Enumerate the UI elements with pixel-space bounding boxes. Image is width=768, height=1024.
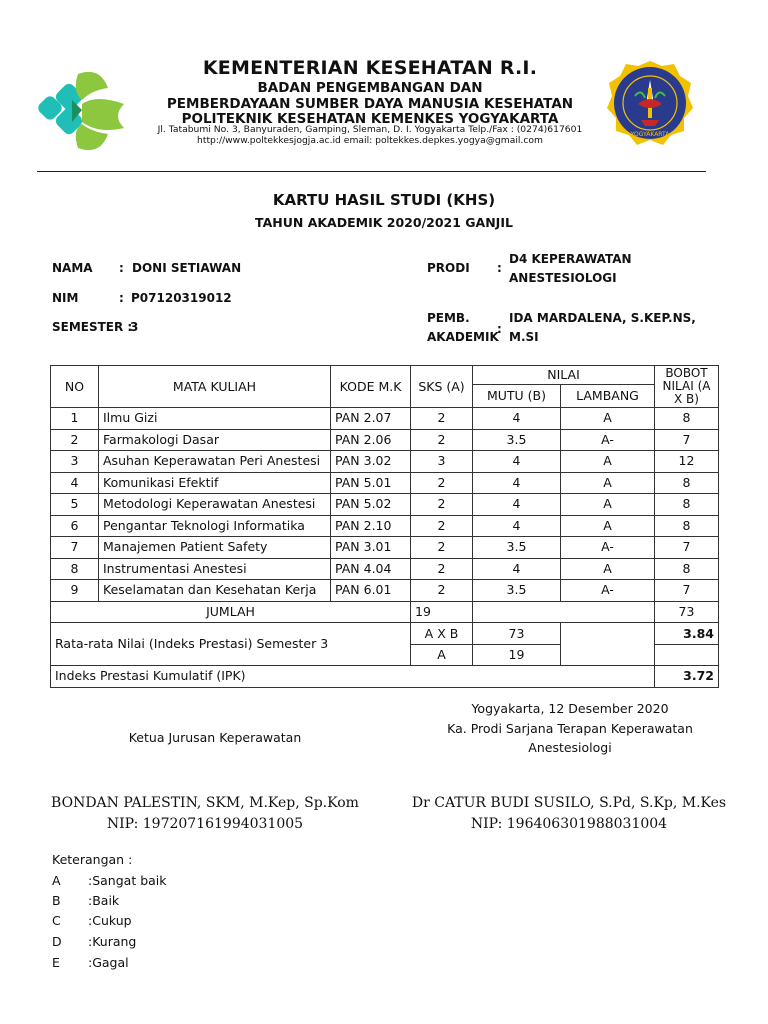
ministry-name: KEMENTERIAN KESEHATAN R.I. (202, 57, 538, 79)
cell-sks: 2 (411, 558, 473, 580)
header-mata-kuliah: MATA KULIAH (99, 366, 331, 408)
jumlah-label: JUMLAH (51, 601, 411, 623)
cell-bobot: 8 (655, 494, 719, 516)
academic-year: TAHUN AKADEMIK 2020/2021 GANJIL (255, 215, 513, 230)
legend-desc: :Gagal (88, 955, 129, 970)
legend-grade: E (52, 955, 60, 970)
cell-lambang: A (561, 408, 655, 430)
legend-grade: A (52, 873, 61, 888)
cell-bobot: 7 (655, 580, 719, 602)
cell-bobot: 8 (655, 408, 719, 430)
cell-bobot: 8 (655, 515, 719, 537)
document-title: KARTU HASIL STUDI (KHS) (272, 191, 496, 209)
legend-desc: :Sangat baik (88, 873, 167, 888)
cell-no: 6 (51, 515, 99, 537)
cell-kode: PAN 2.07 (331, 408, 411, 430)
cell-kode: PAN 3.01 (331, 537, 411, 559)
cell-sks: 2 (411, 515, 473, 537)
ipk-value: 3.72 (655, 666, 719, 688)
left-signer-name: BONDAN PALESTIN, SKM, M.Kep, Sp.Kom (51, 795, 359, 811)
prodi-label: PRODI (427, 261, 470, 275)
left-signer-nip: NIP: 197207161994031005 (106, 816, 304, 832)
a-label: A (411, 644, 473, 666)
cell-no: 2 (51, 429, 99, 451)
header-bobot: BOBOT NILAI (A X B) (655, 366, 719, 408)
letterhead-divider (37, 171, 706, 172)
cell-mata-kuliah: Pengantar Teknologi Informatika (99, 515, 331, 537)
agency-line-1: BADAN PENGEMBANGAN DAN (257, 80, 483, 96)
place-date: Yogyakarta, 12 Desember 2020 (471, 701, 669, 716)
poltekkes-seal (605, 58, 695, 148)
header-nilai: NILAI (473, 366, 655, 385)
pemb-value-line-2: M.SI (509, 330, 539, 344)
cell-mata-kuliah: Metodologi Keperawatan Anestesi (99, 494, 331, 516)
jumlah-bobot: 73 (655, 601, 719, 623)
axb-label: A X B (411, 623, 473, 645)
ip-label: Rata-rata Nilai (Indeks Prestasi) Semester 3 (51, 623, 411, 666)
ip-empty-2 (655, 644, 719, 666)
cell-mata-kuliah: Keselamatan dan Kesehatan Kerja (99, 580, 331, 602)
grades-table (50, 365, 719, 688)
legend-title: Keterangan : (52, 852, 133, 867)
cell-lambang: A (561, 472, 655, 494)
table-row (51, 408, 719, 430)
axb-value: 73 (473, 623, 561, 645)
legend-grade: B (52, 893, 61, 908)
cell-bobot: 8 (655, 558, 719, 580)
nim-colon: : (119, 291, 124, 305)
cell-kode: PAN 4.04 (331, 558, 411, 580)
legend-grade: C (52, 913, 61, 928)
cell-sks: 2 (411, 537, 473, 559)
cell-mutu: 4 (473, 408, 561, 430)
cell-bobot: 12 (655, 451, 719, 473)
cell-bobot: 8 (655, 472, 719, 494)
cell-no: 9 (51, 580, 99, 602)
kemenkes-logo (38, 64, 130, 156)
cell-sks: 2 (411, 408, 473, 430)
ip-row (51, 623, 719, 645)
header-mutu: MUTU (B) (473, 385, 561, 408)
cell-sks: 2 (411, 429, 473, 451)
a-value: 19 (473, 644, 561, 666)
semester-label: SEMESTER : (52, 320, 133, 334)
semester-value: 3 (130, 320, 139, 334)
ipk-label: Indeks Prestasi Kumulatif (IPK) (51, 666, 655, 688)
nama-colon: : (119, 261, 124, 275)
cell-kode: PAN 2.10 (331, 515, 411, 537)
cell-lambang: A (561, 494, 655, 516)
legend-desc: :Baik (88, 893, 120, 908)
nama-label: NAMA (52, 261, 93, 275)
legend-desc: :Kurang (88, 934, 137, 949)
table-row (51, 558, 719, 580)
table-row (51, 494, 719, 516)
table-row (51, 537, 719, 559)
cell-kode: PAN 6.01 (331, 580, 411, 602)
jumlah-empty (473, 601, 655, 623)
cell-mutu: 4 (473, 515, 561, 537)
cell-lambang: A (561, 451, 655, 473)
cell-mutu: 4 (473, 451, 561, 473)
cell-kode: PAN 3.02 (331, 451, 411, 473)
prodi-value-line-2: ANESTESIOLOGI (509, 271, 617, 285)
left-signer-role: Ketua Jurusan Keperawatan (128, 730, 302, 745)
cell-mata-kuliah: Farmakologi Dasar (99, 429, 331, 451)
cell-lambang: A- (561, 537, 655, 559)
right-signer-nip: NIP: 196406301988031004 (470, 816, 668, 832)
cell-no: 5 (51, 494, 99, 516)
cell-no: 7 (51, 537, 99, 559)
right-signer-role-line-1: Ka. Prodi Sarjana Terapan Keperawatan (447, 721, 693, 736)
header-sks: SKS (A) (411, 366, 473, 408)
cell-sks: 2 (411, 580, 473, 602)
prodi-value-line-1: D4 KEPERAWATAN (509, 252, 632, 266)
header-row (51, 366, 719, 385)
header-kode: KODE M.K (331, 366, 411, 408)
jumlah-row (51, 601, 719, 623)
header-lambang: LAMBANG (561, 385, 655, 408)
pemb-label-line-1: PEMB. (427, 311, 470, 325)
nim-label: NIM (52, 291, 79, 305)
nama-value: DONI SETIAWAN (132, 261, 242, 275)
prodi-colon: : (497, 261, 502, 275)
cell-no: 8 (51, 558, 99, 580)
cell-kode: PAN 2.06 (331, 429, 411, 451)
cell-sks: 2 (411, 472, 473, 494)
cell-mutu: 3.5 (473, 537, 561, 559)
ip-value: 3.84 (655, 623, 719, 645)
cell-mata-kuliah: Manajemen Patient Safety (99, 537, 331, 559)
cell-mata-kuliah: Ilmu Gizi (99, 408, 331, 430)
cell-mutu: 3.5 (473, 429, 561, 451)
cell-mata-kuliah: Instrumentasi Anestesi (99, 558, 331, 580)
table-row (51, 515, 719, 537)
cell-no: 4 (51, 472, 99, 494)
legend-desc: :Cukup (88, 913, 132, 928)
header-no: NO (51, 366, 99, 408)
cell-no: 1 (51, 408, 99, 430)
ipk-row (51, 666, 719, 688)
agency-line-2: PEMBERDAYAAN SUMBER DAYA MANUSIA KESEHATAN (166, 96, 574, 112)
right-signer-name: Dr CATUR BUDI SUSILO, S.Pd, S.Kp, M.Kes (411, 795, 727, 811)
cell-no: 3 (51, 451, 99, 473)
pemb-value-line-1: IDA MARDALENA, S.KEP.NS, (509, 311, 696, 325)
cell-mata-kuliah: Asuhan Keperawatan Peri Anestesi (99, 451, 331, 473)
cell-lambang: A- (561, 429, 655, 451)
institution-contact: http://www.poltekkesjogja.ac.id email: poltekkes.depkes.yogya@gmail.com (197, 135, 543, 146)
cell-sks: 2 (411, 494, 473, 516)
cell-mutu: 3.5 (473, 580, 561, 602)
institution-address: Jl. Tatabumi No. 3, Banyuraden, Gamping, Sleman, D. I. Yogyakarta Telp./Fax : (0274)617601 (157, 124, 583, 135)
table-row (51, 451, 719, 473)
cell-mata-kuliah: Komunikasi Efektif (99, 472, 331, 494)
legend-grade: D (52, 934, 62, 949)
table-row (51, 580, 719, 602)
cell-bobot: 7 (655, 537, 719, 559)
cell-lambang: A (561, 515, 655, 537)
cell-sks: 3 (411, 451, 473, 473)
nim-value: P07120319012 (131, 291, 232, 305)
pemb-colon: : (497, 322, 502, 336)
seal-bottom-text: YOGYAKARTA (630, 131, 670, 138)
jumlah-sks: 19 (411, 601, 473, 623)
table-row (51, 472, 719, 494)
cell-mutu: 4 (473, 494, 561, 516)
pemb-label-line-2: AKADEMIK (427, 330, 499, 344)
cell-kode: PAN 5.01 (331, 472, 411, 494)
right-signer-role-line-2: Anestesiologi (528, 740, 612, 755)
cell-mutu: 4 (473, 472, 561, 494)
institution-name: POLITEKNIK KESEHATAN KEMENKES YOGYAKARTA (181, 111, 559, 127)
table-row (51, 429, 719, 451)
cell-mutu: 4 (473, 558, 561, 580)
ip-empty (561, 623, 655, 666)
cell-bobot: 7 (655, 429, 719, 451)
cell-lambang: A- (561, 580, 655, 602)
cell-lambang: A (561, 558, 655, 580)
cell-kode: PAN 5.02 (331, 494, 411, 516)
